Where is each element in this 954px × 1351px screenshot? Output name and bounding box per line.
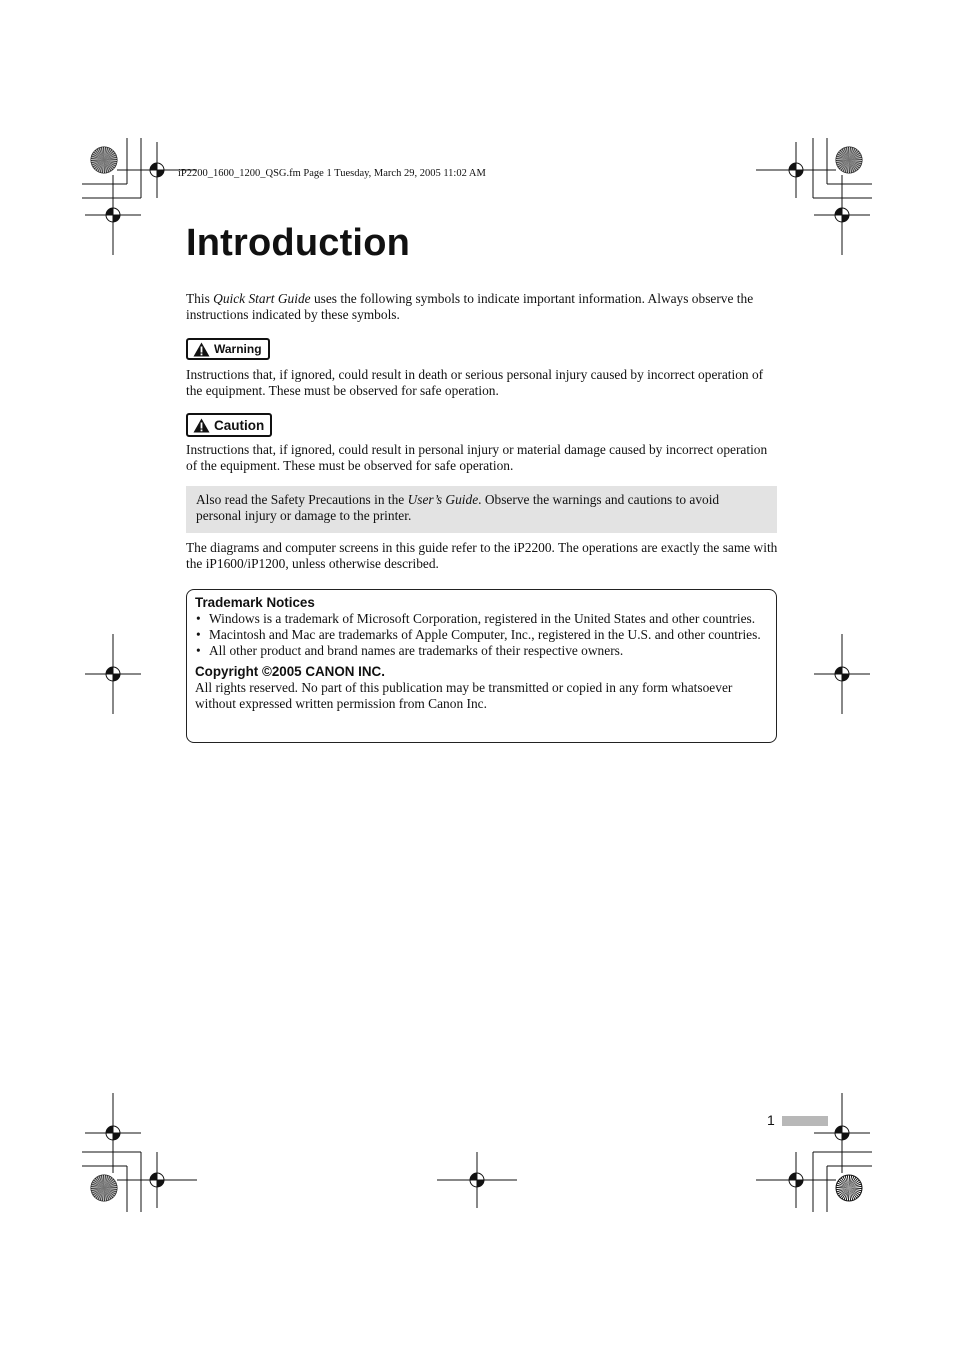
crosshair-mark xyxy=(85,634,141,714)
note-text-end: . Observe the warnings and cautions to avoid personal injury or damage to the printer. xyxy=(196,492,720,523)
safety-note-box xyxy=(186,486,777,533)
intro-paragraph xyxy=(186,291,778,323)
page-title: Introduction xyxy=(186,222,411,264)
trademark-item: • Macintosh and Mac are trademarks of Apple Computer, Inc., registered in the U.S. and other countries. xyxy=(195,627,768,643)
trademark-notices-box xyxy=(186,589,777,743)
crosshair-mark xyxy=(756,142,836,198)
intro-guide-name: Quick Start Guide xyxy=(213,291,311,306)
warning-label-text: Warning xyxy=(214,342,262,356)
crosshair-mark xyxy=(814,1093,870,1173)
starburst-target xyxy=(836,1175,862,1201)
caution-label xyxy=(186,413,272,437)
page-number-tab xyxy=(782,1116,828,1126)
trademark-item: • All other product and brand names are trademarks of their respective owners. xyxy=(195,643,768,659)
caution-triangle-icon xyxy=(193,418,210,433)
trademark-item: • Windows is a trademark of Microsoft Corporation, registered in the United States and other countries. xyxy=(195,611,768,627)
crosshair-mark xyxy=(437,1152,517,1208)
copyright-text: All rights reserved. No part of this publication may be transmitted or copied in any form whatsoever without expressed written permission from Canon Inc. xyxy=(195,680,733,711)
file-stamp-header: iP2200_1600_1200_QSG.fm Page 1 Tuesday, March 29, 2005 11:02 AM xyxy=(178,168,486,179)
crosshair-mark xyxy=(814,634,870,714)
crosshair-mark xyxy=(814,175,870,255)
starburst-target xyxy=(836,147,862,173)
starburst-target xyxy=(91,1175,117,1201)
copyright-heading: Copyright ©2005 CANON INC. xyxy=(195,664,385,679)
crosshair-mark xyxy=(117,1152,197,1208)
crosshair-mark xyxy=(85,1093,141,1173)
note-guide-name: User’s Guide xyxy=(407,492,479,507)
page-number: 1 xyxy=(767,1112,775,1128)
warning-label xyxy=(186,338,270,360)
trademark-list xyxy=(195,611,768,659)
note-text-start: Also read the Safety Precautions in the xyxy=(196,492,408,507)
caution-label-text: Caution xyxy=(214,417,265,433)
caution-description: Instructions that, if ignored, could result in personal injury or material damage caused by incorrect operation of the equipment. These must be observed for safe operation. xyxy=(186,442,768,473)
trademark-heading: Trademark Notices xyxy=(195,595,315,610)
diagrams-paragraph: The diagrams and computer screens in this guide refer to the iP2200. The operations are exactly the same with the iP1600/iP1200, unless otherwise described. xyxy=(186,540,778,571)
intro-text-end: uses the following symbols to indicate important information. Always observe the instructions indicated by these symbols. xyxy=(186,291,754,322)
warning-description: Instructions that, if ignored, could result in death or serious personal injury caused by incorrect operation of the equipment. These must be observed for safe operation. xyxy=(186,367,764,398)
starburst-target xyxy=(91,147,117,173)
crosshair-mark xyxy=(756,1152,836,1208)
crosshair-mark xyxy=(85,175,141,255)
intro-text-start: This xyxy=(186,291,214,306)
warning-triangle-icon xyxy=(193,342,210,357)
